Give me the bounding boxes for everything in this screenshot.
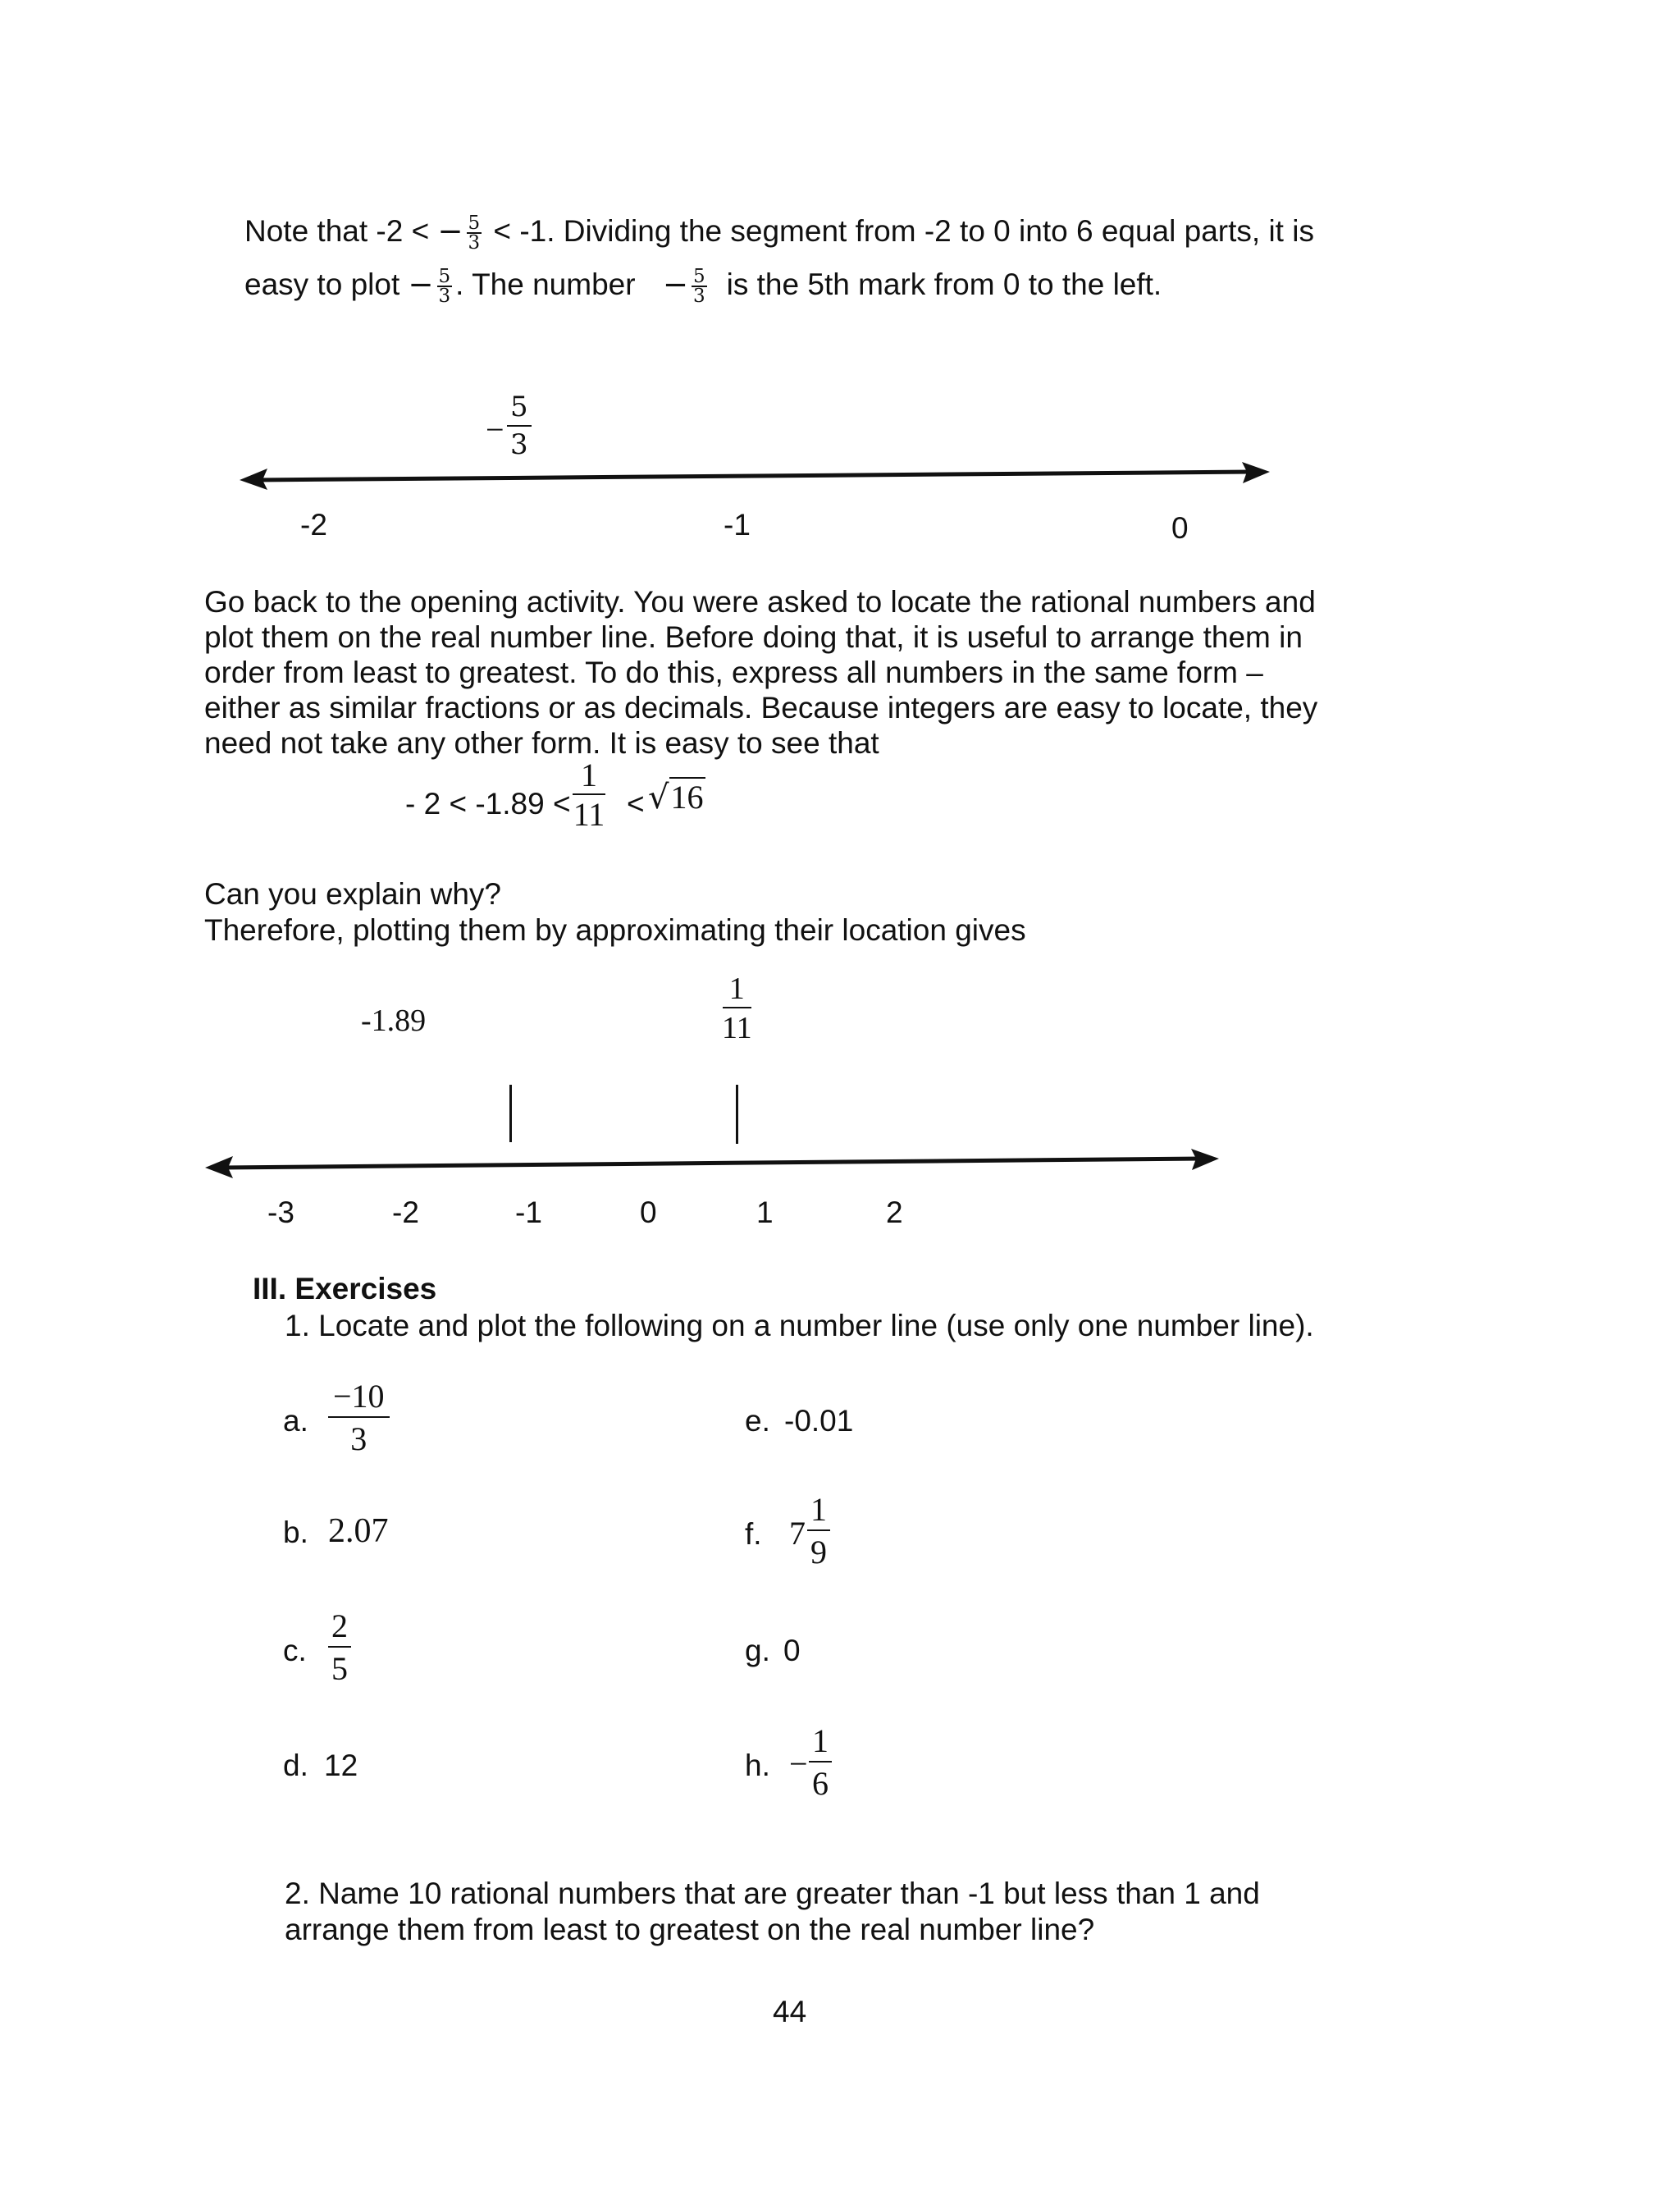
item-b-label: b. [283,1516,308,1549]
item-g-label: g. [745,1634,770,1667]
nl1-tick-neg2: -2 [300,508,327,542]
item-e-label: e. [745,1404,770,1438]
number-line-2 [203,1145,1221,1186]
exercise-question-1: 1. Locate and plot the following on a number line (use only one number line). [285,1309,1314,1342]
nl1-tick-neg1: -1 [724,508,751,542]
item-e-value: -0.01 [784,1404,854,1438]
fraction-five-thirds: $\frac{5}{3}$ [693,266,705,308]
item-c-label: c. [283,1634,307,1667]
item-a-fraction: $\frac{-10}{3}$ [328,1378,390,1457]
label-fraction: $\frac{5}{3}$ [507,391,532,461]
minus-sign: − [663,267,689,302]
page-number: 44 [773,1995,807,2028]
exercises-heading: III. Exercises [253,1272,437,1305]
item-c-fraction: $\frac{2}{5}$ [328,1608,351,1687]
intro-text-e: is the 5th mark from 0 to the left. [726,267,1162,301]
radicand: 16 [670,779,704,816]
intro-text-d: . The number [455,267,636,301]
item-f-whole: 7 [789,1515,806,1552]
item-g-value: 0 [783,1634,801,1667]
exercise-question-2-line-2: arrange them from least to greatest on the real number line? [285,1913,1095,1946]
paragraph-line: Go back to the opening activity. You were asked to locate the rational numbers and [204,585,1316,619]
minus-sign: − [408,267,434,302]
item-d-value: 12 [324,1749,358,1782]
paragraph-line: either as similar fractions or as decimals. Because integers are easy to locate, they [204,691,1318,725]
item-f-label: f. [745,1517,762,1551]
paragraph-line: need not take any other form. It is easy to see that [204,726,879,760]
nl2-tick-2: 2 [886,1196,903,1229]
explain-question: Can you explain why? [204,877,501,911]
paragraph-line: order from least to greatest. To do this, express all numbers in the same form – [204,656,1263,689]
item-d-label: d. [283,1749,308,1782]
nl2-tick-neg2: -2 [392,1196,419,1229]
nl2-tick-0: 0 [640,1196,657,1229]
item-h-fraction: $\frac{1}{6}$ [809,1723,832,1802]
nl2-tick-neg1: -1 [515,1196,542,1229]
item-h-label: h. [745,1749,770,1782]
intro-line-2 [244,266,636,308]
paragraph-line: plot them on the real number line. Before doing that, it is useful to arrange them in [204,620,1303,654]
nl2-tick-neg3: -3 [267,1196,294,1229]
inequality-lt: < [627,787,645,821]
number-line-1 [238,459,1271,501]
nl2-marker-decimal [509,1085,512,1142]
intro-text-b: < -1. Dividing the segment from -2 to 0 into 6 equal parts, it is [485,214,1314,248]
nl2-marker-fraction [736,1085,738,1144]
item-f-fraction: $\frac{1}{9}$ [807,1492,830,1570]
intro-line-1 [244,213,1314,252]
nl2-label-decimal: -1.89 [361,1004,427,1038]
item-a-label: a. [283,1404,308,1438]
sqrt-expression [648,778,705,817]
nl2-label-fraction: $\frac{1}{11}$ [722,972,752,1045]
label-minus: − [486,411,504,448]
intro-line-2-tail [663,266,1162,308]
minus-sign: − [437,213,463,249]
intro-text-a: Note that -2 < [244,214,438,248]
nl2-tick-1: 1 [756,1196,774,1229]
nl1-tick-0: 0 [1171,511,1189,545]
explain-therefore: Therefore, plotting them by approximating their location gives [204,913,1026,947]
intro-text-c: easy to plot [244,267,409,301]
item-h-minus: − [789,1745,808,1782]
sqrt-icon: √ [648,779,669,816]
item-b-value: 2.07 [328,1512,389,1550]
fraction-five-thirds: $\frac{5}{3}$ [468,213,481,254]
inequality-left: - 2 < -1.89 < [405,787,571,821]
inequality-fraction: $\frac{1}{11}$ [573,757,605,833]
exercise-question-2-line-1: 2. Name 10 rational numbers that are greater than -1 but less than 1 and [285,1877,1260,1910]
body-paragraph [204,584,1317,761]
fraction-five-thirds: $\frac{5}{3}$ [438,266,451,308]
